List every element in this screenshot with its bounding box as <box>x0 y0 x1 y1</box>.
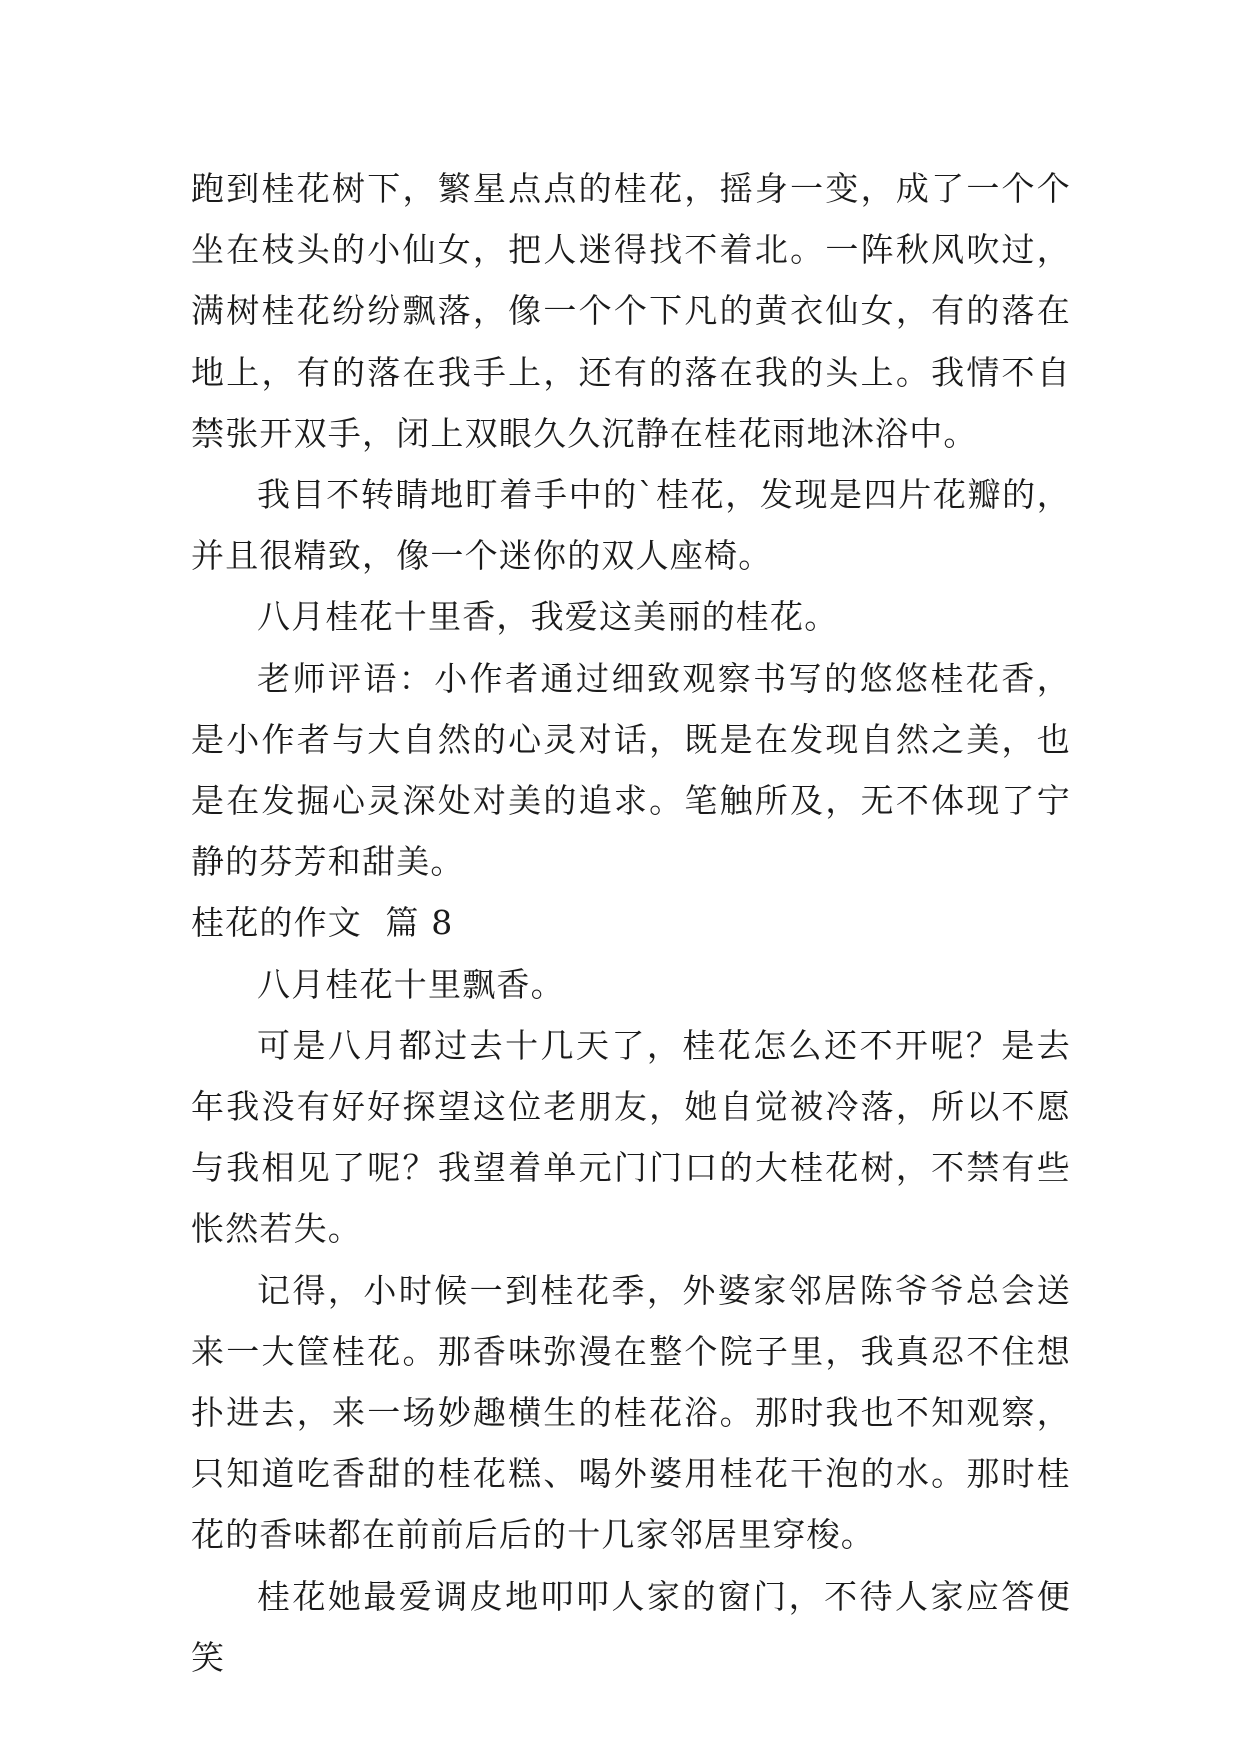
paragraph: 记得，小时候一到桂花季，外婆家邻居陈爷爷总会送来一大筐桂花。那香味弥漫在整个院子里，我真忍不住想扑进去，来一场妙趣横生的桂花浴。那时我也不知观察，只知道吃香甜的桂花糕、喝外婆用桂花干泡的水。那时桂花的香味都在前前后后的十几家邻居里穿梭。 <box>191 1270 1071 1555</box>
document-body <box>191 158 1071 1688</box>
paragraph: 八月桂花十里香，我爱这美丽的桂花。 <box>257 597 839 637</box>
teacher-comment-paragraph: 老师评语：小作者通过细致观察书写的悠悠桂花香，是小作者与大自然的心灵对话，既是在发现自然之美，也是在发掘心灵深处对美的追求。笔触所及，无不体现了宁静的芬芳和甜美。 <box>191 658 1071 882</box>
section-heading: 桂花的作文 篇 8 <box>191 903 454 943</box>
paragraph: 桂花她最爱调皮地叩叩人家的窗门，不待人家应答便笑 <box>191 1576 1071 1677</box>
paragraph: 跑到桂花树下，繁星点点的桂花，摇身一变，成了一个个坐在枝头的小仙女，把人迷得找不着北。一阵秋风吹过，满树桂花纷纷飘落，像一个个下凡的黄衣仙女，有的落在地上，有的落在我手上，还有的落在我的头上。我情不自禁张开双手，闭上双眼久久沉静在桂花雨地沐浴中。 <box>191 169 1071 453</box>
paragraph: 我目不转睛地盯着手中的`桂花，发现是四片花瓣的，并且很精致，像一个迷你的双人座椅。 <box>191 475 1071 576</box>
paragraph: 可是八月都过去十几天了，桂花怎么还不开呢？是去年我没有好好探望这位老朋友，她自觉被冷落，所以不愿与我相见了呢？我望着单元门门口的大桂花树，不禁有些怅然若失。 <box>191 1025 1071 1249</box>
paragraph: 八月桂花十里飘香。 <box>257 964 565 1004</box>
